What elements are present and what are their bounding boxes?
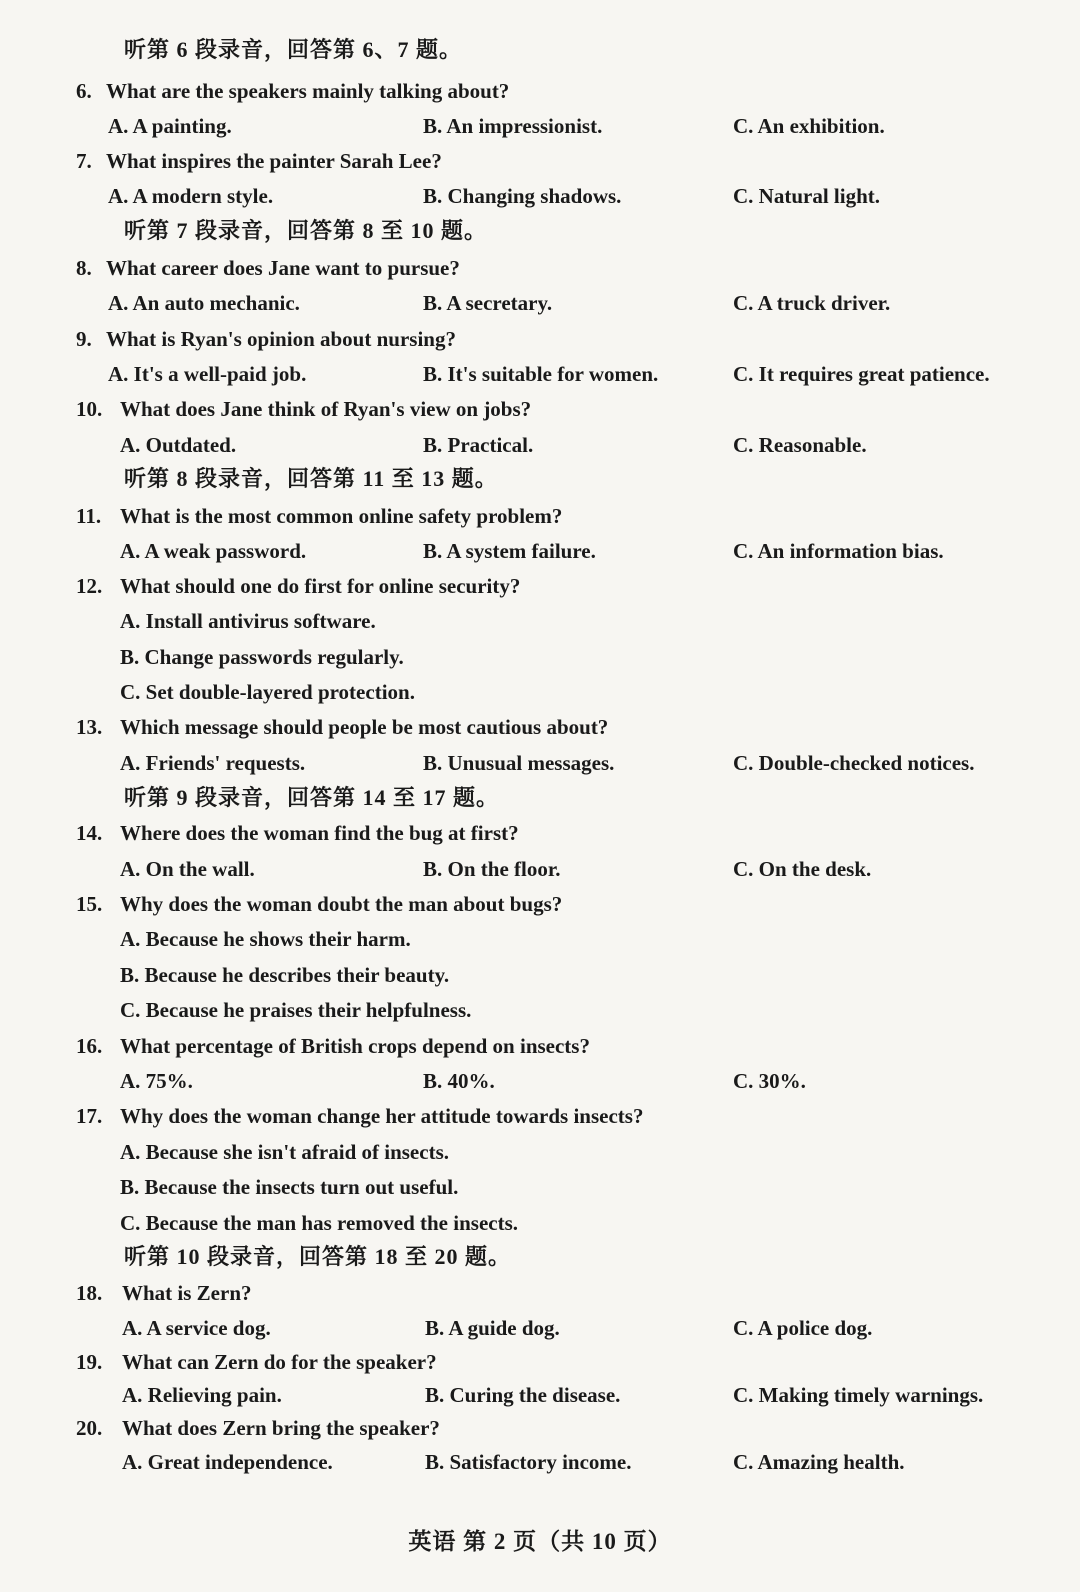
option-a: A. A modern style. bbox=[108, 184, 274, 208]
question-11 bbox=[0, 498, 1080, 534]
options-19 bbox=[0, 1377, 1080, 1413]
question-number: 15. bbox=[76, 892, 103, 916]
section-heading-9: 听第 9 段录音，回答第 14 至 17 题。 bbox=[124, 785, 500, 810]
option-row-15b bbox=[0, 957, 1080, 993]
question-text: What does Zern bring the speaker? bbox=[122, 1416, 440, 1440]
question-text: What does Jane think of Ryan's view on jobs? bbox=[120, 397, 532, 421]
option-c: C. Amazing health. bbox=[733, 1450, 905, 1474]
question-number: 11. bbox=[76, 504, 102, 528]
option-c: C. Reasonable. bbox=[733, 433, 867, 457]
option-c: C. Because the man has removed the insects. bbox=[120, 1211, 518, 1235]
option-c: C. Natural light. bbox=[733, 184, 880, 208]
question-17 bbox=[0, 1098, 1080, 1134]
question-number: 14. bbox=[76, 821, 103, 845]
options-11 bbox=[0, 533, 1080, 569]
option-row-12b bbox=[0, 639, 1080, 675]
option-a: A. Great independence. bbox=[122, 1450, 333, 1474]
option-c: C. Set double-layered protection. bbox=[120, 680, 415, 704]
option-b: B. An impressionist. bbox=[423, 114, 603, 138]
options-18 bbox=[0, 1310, 1080, 1346]
option-b: B. Because the insects turn out useful. bbox=[120, 1175, 459, 1199]
question-number: 6. bbox=[76, 79, 92, 103]
option-b: B. On the floor. bbox=[423, 857, 561, 881]
option-c: C. A police dog. bbox=[733, 1316, 873, 1340]
option-b: B. A secretary. bbox=[423, 291, 553, 315]
option-a: A. A weak password. bbox=[120, 539, 307, 563]
option-b: B. Practical. bbox=[423, 433, 534, 457]
option-c: C. 30%. bbox=[733, 1069, 806, 1093]
question-number: 12. bbox=[76, 574, 103, 598]
question-18 bbox=[0, 1275, 1080, 1311]
option-b: B. Because he describes their beauty. bbox=[120, 963, 450, 987]
option-row-15a bbox=[0, 921, 1080, 957]
option-b: B. A guide dog. bbox=[425, 1316, 560, 1340]
question-text: What percentage of British crops depend on insects? bbox=[120, 1034, 590, 1058]
question-number: 17. bbox=[76, 1104, 103, 1128]
option-a: A. Because he shows their harm. bbox=[120, 927, 411, 951]
question-number: 19. bbox=[76, 1350, 103, 1374]
option-b: B. Satisfactory income. bbox=[425, 1450, 632, 1474]
options-20 bbox=[0, 1444, 1080, 1480]
question-number: 18. bbox=[76, 1281, 103, 1305]
options-9 bbox=[0, 356, 1080, 392]
question-text: What should one do first for online security? bbox=[120, 574, 521, 598]
option-a: A. An auto mechanic. bbox=[108, 291, 300, 315]
option-a: A. Because she isn't afraid of insects. bbox=[120, 1140, 449, 1164]
question-6 bbox=[0, 73, 1080, 109]
question-text: What inspires the painter Sarah Lee? bbox=[106, 149, 442, 173]
option-a: A. 75%. bbox=[120, 1069, 193, 1093]
question-number: 13. bbox=[76, 715, 103, 739]
question-text: Why does the woman change her attitude towards insects? bbox=[120, 1104, 644, 1128]
option-b: B. Curing the disease. bbox=[425, 1383, 621, 1407]
option-a: A. A painting. bbox=[108, 114, 232, 138]
option-b: B. It's suitable for women. bbox=[423, 362, 659, 386]
option-a: A. Friends' requests. bbox=[120, 751, 306, 775]
option-a: A. Install antivirus software. bbox=[120, 609, 376, 633]
options-10 bbox=[0, 427, 1080, 463]
question-12 bbox=[0, 568, 1080, 604]
question-14 bbox=[0, 815, 1080, 851]
section-heading-10: 听第 10 段录音，回答第 18 至 20 题。 bbox=[124, 1244, 512, 1269]
option-c: C. Because he praises their helpfulness. bbox=[120, 998, 472, 1022]
option-c: C. Making timely warnings. bbox=[733, 1383, 984, 1407]
options-8 bbox=[0, 285, 1080, 321]
question-8 bbox=[0, 250, 1080, 286]
option-row-15c bbox=[0, 992, 1080, 1028]
page-footer: 英语 第 2 页（共 10 页） bbox=[408, 1529, 672, 1554]
section-heading-8: 听第 8 段录音，回答第 11 至 13 题。 bbox=[124, 466, 498, 491]
option-c: C. Double-checked notices. bbox=[733, 751, 975, 775]
options-14 bbox=[0, 851, 1080, 887]
options-13 bbox=[0, 745, 1080, 781]
option-c: C. On the desk. bbox=[733, 857, 872, 881]
option-row-17a bbox=[0, 1134, 1080, 1170]
option-b: B. A system failure. bbox=[423, 539, 596, 563]
question-number: 10. bbox=[76, 397, 103, 421]
question-number: 20. bbox=[76, 1416, 103, 1440]
options-7 bbox=[0, 178, 1080, 214]
question-text: Where does the woman find the bug at first? bbox=[120, 821, 519, 845]
option-c: C. It requires great patience. bbox=[733, 362, 990, 386]
option-b: B. Change passwords regularly. bbox=[120, 645, 404, 669]
question-text: What are the speakers mainly talking about? bbox=[106, 79, 510, 103]
question-number: 9. bbox=[76, 327, 92, 351]
option-b: B. Changing shadows. bbox=[423, 184, 622, 208]
question-9 bbox=[0, 321, 1080, 357]
option-c: C. A truck driver. bbox=[733, 291, 891, 315]
question-13 bbox=[0, 709, 1080, 745]
question-text: What can Zern do for the speaker? bbox=[122, 1350, 437, 1374]
question-number: 8. bbox=[76, 256, 92, 280]
question-number: 7. bbox=[76, 149, 92, 173]
option-a: A. Outdated. bbox=[120, 433, 237, 457]
question-10 bbox=[0, 391, 1080, 427]
question-number: 16. bbox=[76, 1034, 103, 1058]
question-16 bbox=[0, 1028, 1080, 1064]
question-20 bbox=[0, 1410, 1080, 1446]
option-a: A. On the wall. bbox=[120, 857, 255, 881]
question-text: Which message should people be most cautious about? bbox=[120, 715, 609, 739]
options-6 bbox=[0, 108, 1080, 144]
option-a: A. Relieving pain. bbox=[122, 1383, 282, 1407]
option-a: A. A service dog. bbox=[122, 1316, 271, 1340]
option-c: C. An information bias. bbox=[733, 539, 944, 563]
question-text: What is Ryan's opinion about nursing? bbox=[106, 327, 456, 351]
option-row-17b bbox=[0, 1169, 1080, 1205]
option-row-12a bbox=[0, 603, 1080, 639]
option-row-12c bbox=[0, 674, 1080, 710]
options-16 bbox=[0, 1063, 1080, 1099]
option-row-17c bbox=[0, 1205, 1080, 1241]
question-19 bbox=[0, 1344, 1080, 1380]
option-a: A. It's a well-paid job. bbox=[108, 362, 307, 386]
question-text: What is Zern? bbox=[122, 1281, 252, 1305]
option-b: B. 40%. bbox=[423, 1069, 495, 1093]
question-15 bbox=[0, 886, 1080, 922]
option-c: C. An exhibition. bbox=[733, 114, 885, 138]
question-text: What career does Jane want to pursue? bbox=[106, 256, 460, 280]
section-heading-7: 听第 7 段录音，回答第 8 至 10 题。 bbox=[124, 218, 488, 243]
question-text: Why does the woman doubt the man about bugs? bbox=[120, 892, 563, 916]
question-7 bbox=[0, 143, 1080, 179]
option-b: B. Unusual messages. bbox=[423, 751, 615, 775]
section-heading-6: 听第 6 段录音，回答第 6、7 题。 bbox=[124, 37, 463, 62]
question-text: What is the most common online safety problem? bbox=[120, 504, 563, 528]
